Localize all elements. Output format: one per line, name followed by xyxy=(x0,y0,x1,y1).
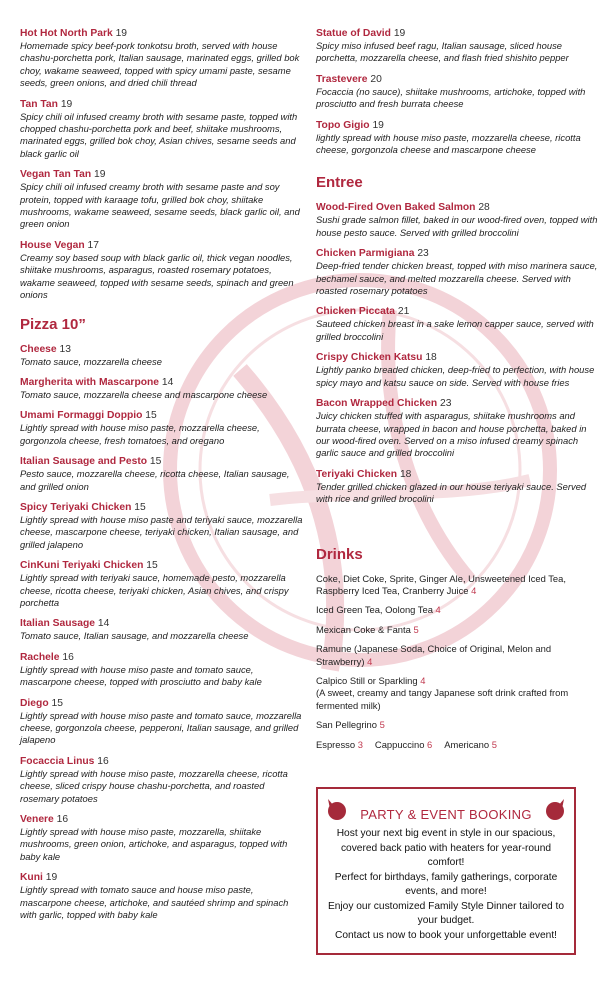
coffee-row xyxy=(316,739,601,751)
item-description: Spicy chili oil infused creamy broth with sesame paste, topped with chopped chashu-porchetta pork and beef, shiitake mushrooms, marinated eggs, grilled bok choy, Asian chives, sesame seeds and black garlic oil xyxy=(20,110,298,159)
section-heading-entree: Entree xyxy=(316,174,363,192)
menu-item xyxy=(20,617,305,642)
right-column xyxy=(316,27,601,758)
item-price: 19 xyxy=(115,28,128,39)
menu-item xyxy=(316,247,601,297)
item-price: 28 xyxy=(478,202,490,214)
item-description: Lightly spread with house miso paste and teriyaki sauce, mozzarella cheese, mascarpone cheese, teriyaki chicken, Italian sausage, and grilled jalapeno xyxy=(20,513,303,550)
item-price: 15 xyxy=(134,501,146,513)
item-description: Tomato sauce, mozzarella cheese and mascarpone cheese xyxy=(20,388,268,400)
drink-price: 4 xyxy=(420,674,426,686)
drink-price: 5 xyxy=(413,623,419,635)
menu-item xyxy=(316,468,601,506)
item-description: Spicy chili oil infused creamy broth with sesame paste and soy protein, topped with karaage tofu, grilled bok choy, shiitake mushrooms, wakame seaweed, sesame seeds, black garlic oil, and green onion xyxy=(20,181,300,230)
section-heading-pizza: Pizza 10” xyxy=(20,315,86,333)
item-price: 15 xyxy=(145,410,157,422)
item-name: Teriyaki Chicken xyxy=(316,468,398,480)
item-name: Chicken Piccata xyxy=(316,306,395,318)
item-price: 13 xyxy=(59,343,71,355)
booking-text xyxy=(318,827,574,943)
item-name: Italian Sausage xyxy=(20,618,95,630)
menu-item xyxy=(20,98,305,161)
item-description: Lightly spread with house miso paste, mozzarella, shiitake mushrooms, green onion, artichoke, and asparagus, topped with baby kale xyxy=(20,826,288,862)
coffee-item xyxy=(375,739,432,750)
item-price: 15 xyxy=(146,560,158,572)
item-name: House Vegan xyxy=(20,239,85,251)
menu-item xyxy=(20,651,305,689)
item-description: Creamy soy based soup with black garlic oil, thick vegan noodles, shiitake mushrooms, asparagus, roasted rosemary potatoes, wakame seaweed, topped with sesame seeds, spinach and green onions xyxy=(20,251,294,301)
item-name: Statue of David xyxy=(316,28,391,39)
item-description: Lightly spread with teriyaki sauce, homemade pesto, mozzarella cheese, ricotta cheese, teriyaki chicken, Asian chives, and crispy porchetta xyxy=(20,572,289,608)
item-price: 16 xyxy=(97,755,109,767)
item-description: Tender grilled chicken glazed in our house teriyaki sauce. Served with rice and grilled brocolini xyxy=(316,480,587,505)
drink-name: Mexican Coke & Fanta xyxy=(316,623,411,635)
item-name: Rachele xyxy=(20,651,60,663)
drink-price: 4 xyxy=(367,655,373,667)
item-price: 19 xyxy=(372,119,384,131)
menu-item xyxy=(20,871,305,921)
item-name: Focaccia Linus xyxy=(20,755,95,767)
drink-item xyxy=(316,643,601,668)
booking-title: PARTY & EVENT BOOKING xyxy=(360,807,532,822)
item-description: Tomato sauce, Italian sausage, and mozzarella cheese xyxy=(20,630,249,642)
item-name: Wood-Fired Oven Baked Salmon xyxy=(316,202,476,214)
entree-section xyxy=(316,201,601,505)
item-price: 23 xyxy=(439,398,452,410)
item-price: 20 xyxy=(370,73,382,85)
menu-item xyxy=(316,27,601,65)
menu-item xyxy=(316,201,601,239)
section-heading-drinks: Drinks xyxy=(316,545,363,563)
menu-item xyxy=(20,501,305,551)
item-name: Umami Formaggi Doppio xyxy=(20,410,143,422)
menu-item xyxy=(20,376,305,401)
menu-item xyxy=(20,813,305,863)
item-name: Margherita with Mascarpone xyxy=(20,376,160,388)
drink-name: Espresso xyxy=(316,738,356,750)
item-description: Lightly panko breaded chicken, deep-fried to perfection, with house spicy mayo and katsu sauce on side. Served with house fries xyxy=(316,364,595,388)
booking-line: Perfect for birthdays, family gatherings, corporate events, and more! xyxy=(334,871,558,897)
item-price: 16 xyxy=(56,814,69,826)
item-price: 23 xyxy=(417,248,429,260)
item-name: Italian Sausage and Pesto xyxy=(20,456,148,468)
pizza-continued-section xyxy=(316,27,601,156)
drink-item xyxy=(316,604,601,616)
menu-item xyxy=(316,305,601,343)
drink-item xyxy=(316,675,601,712)
drink-price: 4 xyxy=(471,584,477,596)
logo-blot-icon xyxy=(324,797,350,821)
item-name: Vegan Tan Tan xyxy=(20,169,92,181)
item-name: Hot Hot North Park xyxy=(20,28,113,39)
item-description: Lightly spread with house miso paste and tomato sauce, mascarpone cheese, topped with prosciutto and baby kale xyxy=(20,663,262,688)
drink-price: 5 xyxy=(491,738,497,750)
coffee-item xyxy=(444,739,497,750)
menu-item xyxy=(20,239,305,302)
item-description: Lightly spread with house miso paste and tomato sauce, mozzarella cheese, gorgonzola cheese, pepperoni, Italian sausage, and grilled jalapeno xyxy=(20,709,302,746)
item-description: Sushi grade salmon fillet, baked in our wood-fired oven, topped with house pesto sauce. Served with grilled broccolini xyxy=(316,214,598,238)
drink-name: Coke, Diet Coke, Sprite, Ginger Ale, Unsweetened Iced Tea, Raspberry Iced Tea, Cranberry Juice xyxy=(316,572,566,596)
party-booking-box xyxy=(316,787,576,955)
item-price: 21 xyxy=(397,306,410,318)
item-description: Pesto sauce, mozzarella cheese, ricotta cheese, Italian sausage, and grilled onion xyxy=(20,468,290,492)
drink-name: Ramune (Japanese Soda, Choice of Original, Melon and Strawberry) xyxy=(316,643,552,667)
drink-price: 3 xyxy=(357,738,363,750)
item-name: Chicken Parmigiana xyxy=(316,248,415,260)
item-name: Diego xyxy=(20,697,49,709)
item-price: 18 xyxy=(399,468,412,480)
drink-note: (A sweet, creamy and tangy Japanese soft drink crafted from fermented milk) xyxy=(316,687,569,711)
item-name: Spicy Teriyaki Chicken xyxy=(20,501,132,513)
menu-item xyxy=(20,755,305,805)
item-name: Tan Tan xyxy=(20,98,58,110)
menu-item xyxy=(20,697,305,747)
drink-item xyxy=(316,719,601,731)
menu-item xyxy=(316,119,601,157)
item-description: lightly spread with house miso paste, mozzarella cheese, ricotta cheese, gorgonzola cheese and mascarpone cheese xyxy=(316,131,581,156)
menu-item xyxy=(316,73,601,111)
item-price: 19 xyxy=(45,872,58,884)
drink-name: Calpico Still or Sparkling xyxy=(316,674,418,686)
menu-item xyxy=(316,397,601,460)
item-price: 17 xyxy=(87,239,100,251)
item-description: Sauteed chicken breast in a sake lemon capper sauce, served with grilled broccolini xyxy=(316,318,594,342)
item-description: Lightly spread with tomato sauce and house miso paste, mascarpone cheese, artichoke, and sautéed shrimp and spinach with garlic, topped with baby kale xyxy=(20,884,289,921)
booking-line: Host your next big event in style in our spacious, covered back patio with heaters for year-round comfort! xyxy=(336,828,556,868)
menu-item xyxy=(20,455,305,493)
item-description: Juicy chicken stuffed with asparagus, shiitake mushrooms and burrata cheese, wrapped in bacon and house porchetta, baked in our wood-fired oven. Served on a miso infused creamy spinach garlic sauce and grilled broccolini xyxy=(316,410,587,459)
item-price: 15 xyxy=(51,697,63,709)
drink-name: Cappuccino xyxy=(374,738,425,750)
item-description: Lightly spread with house miso paste, mozzarella cheese, ricotta cheese, sliced crispy house chashu-porchetta, and roasted rosemary potatoes xyxy=(20,767,288,804)
booking-line: Enjoy our customized Family Style Dinner tailored to your budget. xyxy=(327,900,565,926)
item-price: 19 xyxy=(94,169,106,181)
item-name: Crispy Chicken Katsu xyxy=(316,352,423,364)
item-price: 15 xyxy=(149,456,162,468)
menu-item xyxy=(316,351,601,389)
item-price: 19 xyxy=(393,28,406,39)
item-description: Lightly spread with house miso paste, mozzarella cheese, gorgonzola cheese, fresh tomatoes, and oregano xyxy=(20,422,260,446)
item-name: Bacon Wrapped Chicken xyxy=(316,398,438,410)
item-name: CinKuni Teriyaki Chicken xyxy=(20,560,144,572)
item-description: Deep-fried tender chicken breast, topped with miso marinera sauce, bechamel sauce, and melted mozzarella cheese. Served with roasted rosemary potatoes xyxy=(316,260,598,297)
item-price: 14 xyxy=(97,618,110,630)
drink-item xyxy=(316,624,601,636)
drink-price: 4 xyxy=(435,604,441,616)
item-price: 19 xyxy=(60,98,73,110)
drink-name: Iced Green Tea, Oolong Tea xyxy=(316,604,433,616)
item-name: Trastevere xyxy=(316,73,368,85)
item-description: Spicy miso infused beef ragu, Italian sausage, sliced house porchetta, mozzarella cheese, and flash fried shishito pepper xyxy=(316,40,569,64)
menu-item xyxy=(20,27,305,90)
drink-price: 5 xyxy=(379,719,385,731)
item-name: Kuni xyxy=(20,872,43,884)
item-price: 16 xyxy=(62,651,74,663)
item-description: Homemade spicy beef-pork tonkotsu broth, served with house chashu-porchetta pork, Italian sausage, marinated eggs, grilled bok choy, wakame seaweed, topped with spicy umami paste, sesame seeds, green onions, and dried chili thread xyxy=(20,40,300,89)
menu-item xyxy=(20,559,305,609)
item-price: 14 xyxy=(161,376,174,388)
item-name: Cheese xyxy=(20,343,57,355)
item-price: 18 xyxy=(425,352,437,364)
item-name: Topo Gigio xyxy=(316,119,370,131)
menu-item xyxy=(20,409,305,447)
left-column xyxy=(20,27,305,929)
drinks-section xyxy=(316,573,601,732)
ramen-section xyxy=(20,27,305,302)
booking-line: Contact us now to book your unforgettable event! xyxy=(334,929,557,941)
coffee-item xyxy=(316,739,363,750)
item-name: Venere xyxy=(20,814,54,826)
item-description: Tomato sauce, mozzarella cheese xyxy=(20,355,162,367)
item-description: Focaccia (no sauce), shiitake mushrooms, artichoke, topped with prosciutto and fresh burrata cheese xyxy=(316,85,586,110)
drink-name: San Pellegrino xyxy=(316,719,377,731)
pizza-section xyxy=(20,343,305,922)
drink-price: 6 xyxy=(427,738,433,750)
logo-blot-icon xyxy=(542,797,568,821)
menu-item xyxy=(20,343,305,368)
menu-item xyxy=(20,168,305,231)
drink-item xyxy=(316,573,601,598)
drink-name: Americano xyxy=(444,738,490,750)
